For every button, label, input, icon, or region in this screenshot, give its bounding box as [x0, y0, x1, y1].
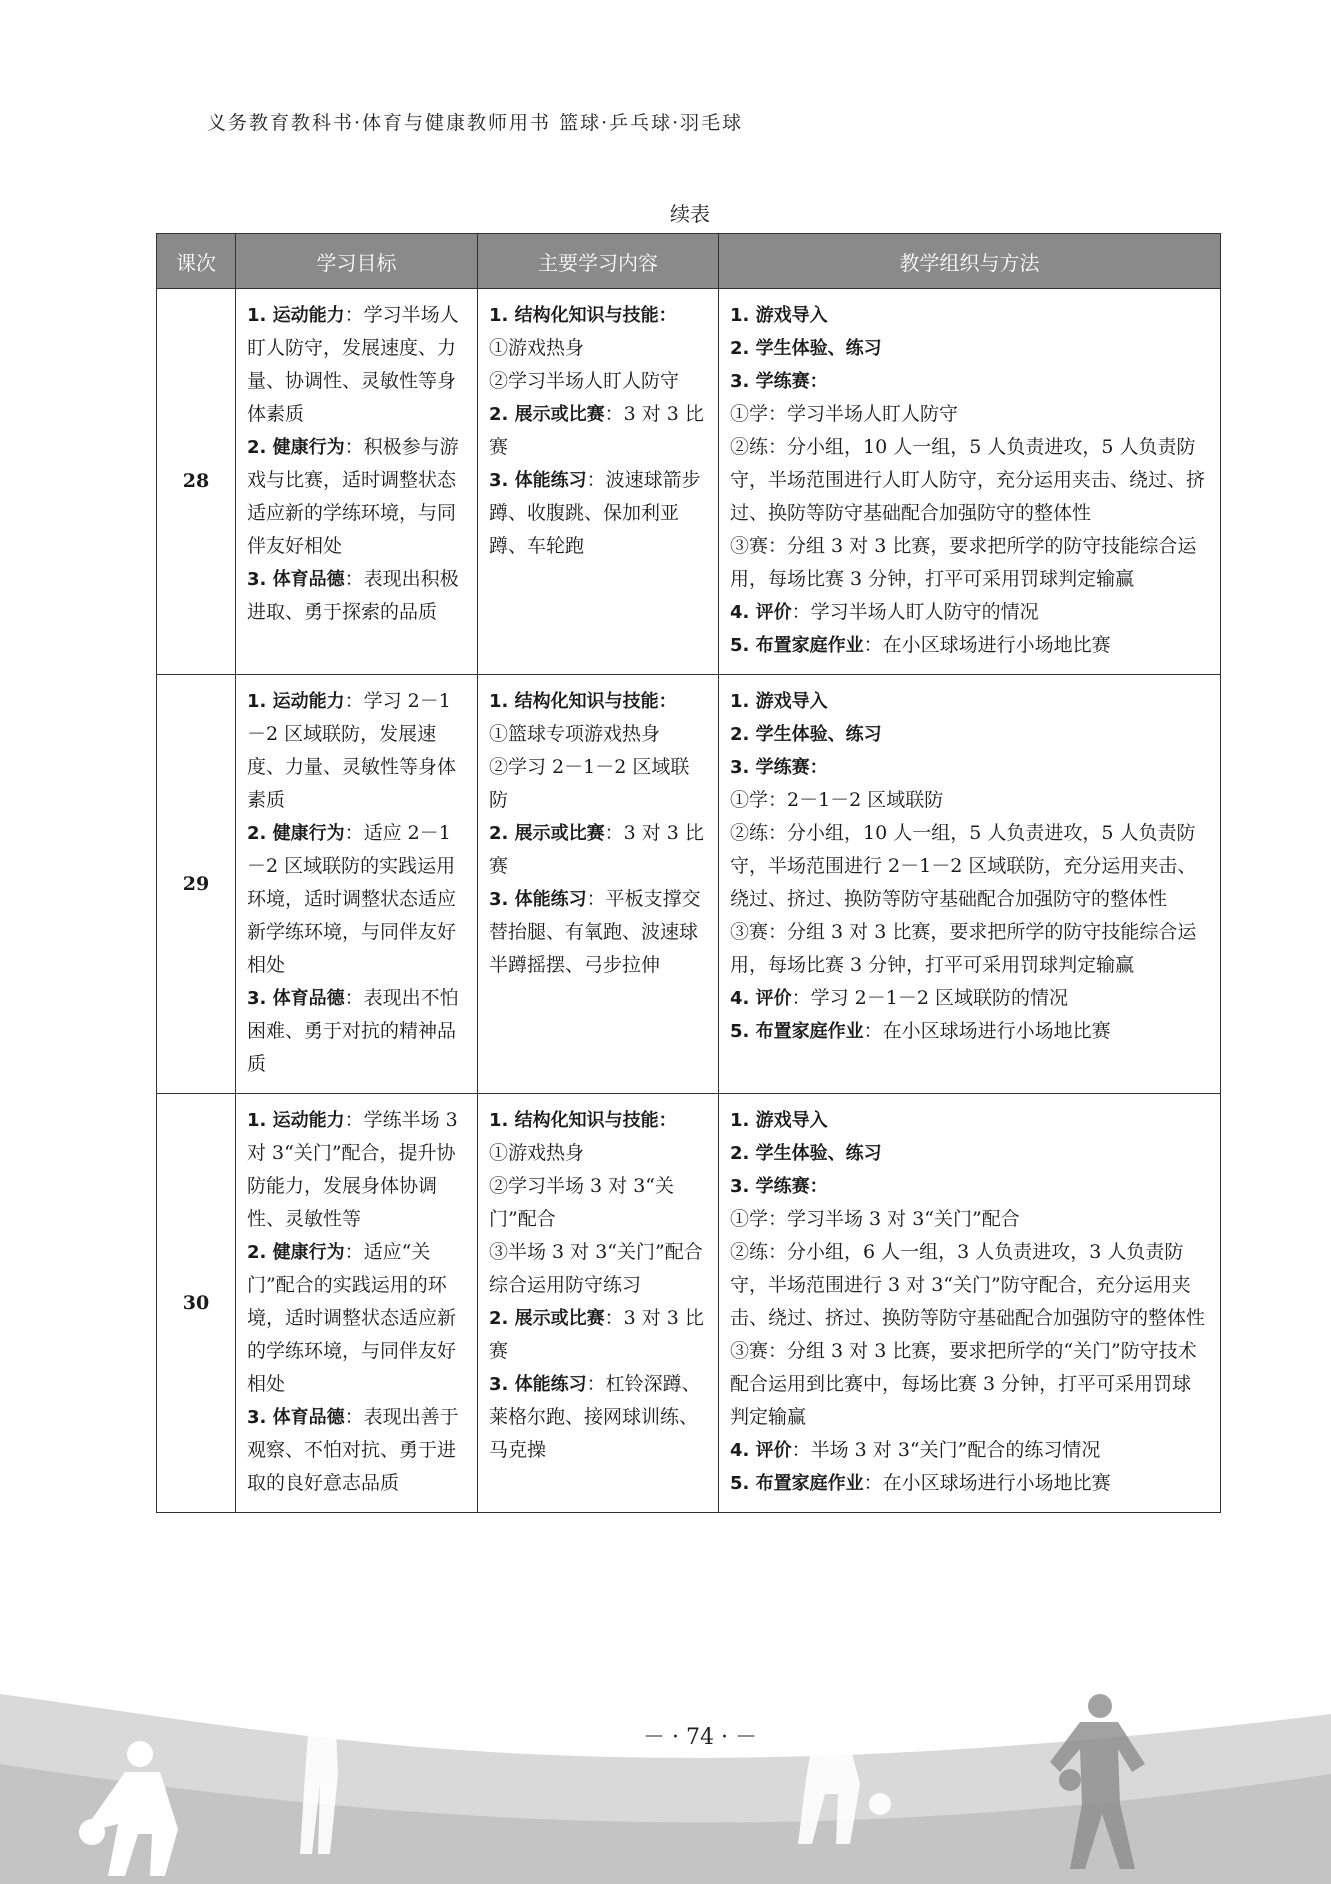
item-heading: 5. 布置家庭作业 [730, 1473, 864, 1494]
column-header-content: 主要学习内容 [478, 234, 719, 289]
learning-goals-cell-item [247, 1401, 466, 1500]
teaching-methods-cell-item [730, 751, 1209, 784]
learning-content-cell-item [489, 1302, 707, 1368]
learning-goals-cell-item [247, 299, 466, 431]
teaching-methods-cell-item [730, 982, 1209, 1015]
item-heading: 3. 学练赛： [730, 1176, 828, 1197]
learning-goals-cell [236, 1094, 478, 1513]
item-heading: 2. 健康行为 [247, 823, 345, 844]
learning-content-cell-item [489, 1170, 707, 1236]
teaching-methods-cell-item [730, 685, 1209, 718]
item-heading: 2. 学生体验、练习 [730, 338, 882, 359]
item-text: ③半场 3 对 3“关门”配合综合运用防守练习 [489, 1241, 703, 1296]
lesson-number: 29 [157, 675, 236, 1094]
item-text: ②学习半场人盯人防守 [489, 370, 680, 392]
teaching-methods-cell-item [730, 332, 1209, 365]
learning-goals-cell-item [247, 817, 466, 982]
item-text: ：表现出积极进取、勇于探索的品质 [247, 568, 459, 623]
teaching-methods-cell-item [730, 1170, 1209, 1203]
item-heading: 2. 展示或比赛 [489, 404, 605, 425]
column-header-lesson: 课次 [157, 234, 236, 289]
learning-content-cell [478, 289, 719, 675]
item-heading: 1. 结构化知识与技能： [489, 691, 677, 712]
item-text: ③赛：分组 3 对 3 比赛，要求把所学的“关门”防守技术配合运用到比赛中，每场比赛 3 分钟，打平可采用罚球判定输赢 [730, 1340, 1197, 1428]
learning-content-cell-item [489, 685, 707, 718]
teaching-methods-cell-item [730, 1137, 1209, 1170]
teaching-methods-cell-item [730, 1015, 1209, 1048]
item-text: ②学习半场 3 对 3“关门”配合 [489, 1175, 675, 1230]
teaching-methods-cell-item [730, 1203, 1209, 1236]
learning-content-cell-item [489, 1368, 707, 1467]
item-heading: 2. 学生体验、练习 [730, 724, 882, 745]
learning-content-cell-item [489, 883, 707, 982]
learning-goals-cell-item [247, 431, 466, 563]
teaching-methods-cell-item [730, 530, 1209, 596]
item-text: ：3 对 3 比赛 [489, 822, 704, 877]
item-text: ：3 对 3 比赛 [489, 1307, 704, 1362]
item-text: ③赛：分组 3 对 3 比赛，要求把所学的防守技能综合运用，每场比赛 3 分钟，打平可采用罚球判定输赢 [730, 535, 1197, 590]
item-heading: 1. 运动能力 [247, 305, 345, 326]
item-text: ①游戏热身 [489, 337, 585, 359]
learning-goals-cell-item [247, 563, 466, 629]
column-header-goals: 学习目标 [236, 234, 478, 289]
footer-decoration [0, 1654, 1331, 1884]
item-text: ：平板支撑交替抬腿、有氧跑、波速球半蹲摇摆、弓步拉伸 [489, 888, 701, 976]
item-text: ：波速球箭步蹲、收腹跳、保加利亚蹲、车轮跑 [489, 469, 701, 557]
teaching-methods-cell-item [730, 299, 1209, 332]
teaching-methods-cell-item [730, 1467, 1209, 1500]
item-text: ①游戏热身 [489, 1142, 585, 1164]
lesson-number: 28 [157, 289, 236, 675]
table-row [157, 289, 1221, 675]
item-heading: 3. 体能练习 [489, 470, 587, 491]
teaching-methods-cell-item [730, 718, 1209, 751]
item-text: ：适应“关门”配合的实践运用的环境，适时调整状态适应新的学练环境，与同伴友好相处 [247, 1241, 457, 1395]
item-text: ：学习 2－1－2 区域联防，发展速度、力量、灵敏性等身体素质 [247, 690, 457, 811]
table-body [157, 289, 1221, 1513]
item-heading: 1. 结构化知识与技能： [489, 1110, 677, 1131]
lesson-number: 30 [157, 1094, 236, 1513]
teaching-methods-cell-item [730, 629, 1209, 662]
item-text: ③赛：分组 3 对 3 比赛，要求把所学的防守技能综合运用，每场比赛 3 分钟，打平可采用罚球判定输赢 [730, 921, 1197, 976]
column-header-methods: 教学组织与方法 [719, 234, 1221, 289]
learning-goals-cell-item [247, 1236, 466, 1401]
learning-content-cell [478, 675, 719, 1094]
item-text: ：积极参与游戏与比赛，适时调整状态适应新的学练环境，与同伴友好相处 [247, 436, 459, 557]
table-row [157, 1094, 1221, 1513]
teaching-methods-cell-item [730, 784, 1209, 817]
item-heading: 4. 评价 [730, 602, 792, 623]
item-heading: 2. 展示或比赛 [489, 823, 605, 844]
item-heading: 4. 评价 [730, 988, 792, 1009]
item-heading: 1. 结构化知识与技能： [489, 305, 677, 326]
item-text: ①篮球专项游戏热身 [489, 723, 661, 745]
item-heading: 5. 布置家庭作业 [730, 1021, 864, 1042]
teaching-methods-cell-item [730, 431, 1209, 530]
item-text: ：学练半场 3 对 3“关门”配合，提升协防能力，发展身体协调性、灵敏性等 [247, 1109, 458, 1230]
learning-content-cell-item [489, 398, 707, 464]
teaching-methods-cell-item [730, 1104, 1209, 1137]
learning-goals-cell-item [247, 685, 466, 817]
learning-goals-cell-item [247, 1104, 466, 1236]
lesson-table [156, 233, 1221, 1513]
item-text: ：3 对 3 比赛 [489, 403, 704, 458]
table-row [157, 675, 1221, 1094]
item-heading: 2. 展示或比赛 [489, 1308, 605, 1329]
learning-content-cell-item [489, 1104, 707, 1137]
item-text: ②练：分小组，10 人一组，5 人负责进攻，5 人负责防守，半场范围进行 2－1－2 区域联防，充分运用夹击、绕过、挤过、换防等防守基础配合加强防守的整体性 [730, 822, 1197, 910]
learning-content-cell-item [489, 817, 707, 883]
item-text: ：表现出善于观察、不怕对抗、勇于进取的良好意志品质 [247, 1406, 459, 1494]
item-heading: 1. 游戏导入 [730, 1110, 828, 1131]
item-text: ②练：分小组，6 人一组，3 人负责进攻，3 人负责防守，半场范围进行 3 对 3“关门”防守配合，充分运用夹击、绕过、挤过、换防等防守基础配合加强防守的整体性 [730, 1241, 1206, 1329]
learning-content-cell [478, 1094, 719, 1513]
item-heading: 3. 体育品德 [247, 569, 345, 590]
learning-content-cell-item [489, 299, 707, 332]
item-text: ：适应 2－1－2 区域联防的实践运用环境，适时调整状态适应新学练环境，与同伴友好相处 [247, 822, 457, 976]
item-heading: 5. 布置家庭作业 [730, 635, 864, 656]
teaching-methods-cell-item [730, 1335, 1209, 1434]
item-text: ②学习 2－1－2 区域联防 [489, 756, 690, 811]
learning-content-cell-item [489, 332, 707, 365]
item-text: ②练：分小组，10 人一组，5 人负责进攻，5 人负责防守，半场范围进行人盯人防守，充分运用夹击、绕过、挤过、换防等防守基础配合加强防守的整体性 [730, 436, 1206, 524]
teaching-methods-cell-item [730, 817, 1209, 916]
item-text: ：在小区球场进行小场地比赛 [863, 1472, 1111, 1494]
item-text: ：学习 2－1－2 区域联防的情况 [791, 987, 1068, 1009]
item-text: ：在小区球场进行小场地比赛 [863, 1020, 1111, 1042]
running-head: 义务教育教科书·体育与健康教师用书 篮球·乒乓球·羽毛球 [207, 112, 744, 134]
item-heading: 3. 体能练习 [489, 889, 587, 910]
item-text: ：半场 3 对 3“关门”配合的练习情况 [791, 1439, 1101, 1461]
item-heading: 1. 游戏导入 [730, 305, 828, 326]
item-heading: 4. 评价 [730, 1440, 792, 1461]
teaching-methods-cell [719, 675, 1221, 1094]
learning-content-cell-item [489, 365, 707, 398]
learning-goals-cell-item [247, 982, 466, 1081]
teaching-methods-cell [719, 289, 1221, 675]
item-heading: 1. 游戏导入 [730, 691, 828, 712]
item-text: ：表现出不怕困难、勇于对抗的精神品质 [247, 987, 459, 1075]
item-heading: 3. 学练赛： [730, 757, 828, 778]
item-heading: 2. 学生体验、练习 [730, 1143, 882, 1164]
item-text: ：杠铃深蹲、莱格尔跑、接网球训练、马克操 [489, 1373, 701, 1461]
learning-content-cell-item [489, 718, 707, 751]
learning-content-cell-item [489, 464, 707, 563]
page-number: － · 74 · － [643, 1725, 757, 1750]
learning-content-cell-item [489, 1236, 707, 1302]
item-text: ①学：学习半场 3 对 3“关门”配合 [730, 1208, 1020, 1230]
item-heading: 3. 学练赛： [730, 371, 828, 392]
learning-content-cell-item [489, 751, 707, 817]
item-text: ①学：学习半场人盯人防守 [730, 403, 959, 425]
item-heading: 3. 体育品德 [247, 988, 345, 1009]
teaching-methods-cell-item [730, 1434, 1209, 1467]
teaching-methods-cell-item [730, 596, 1209, 629]
learning-content-cell-item [489, 1137, 707, 1170]
teaching-methods-cell-item [730, 1236, 1209, 1335]
teaching-methods-cell-item [730, 398, 1209, 431]
table-header-row [157, 234, 1221, 289]
teaching-methods-cell [719, 1094, 1221, 1513]
item-heading: 2. 健康行为 [247, 437, 345, 458]
learning-goals-cell [236, 675, 478, 1094]
item-text: ：学习半场人盯人防守的情况 [791, 601, 1039, 623]
item-text: ：学习半场人盯人防守，发展速度、力量、协调性、灵敏性等身体素质 [247, 304, 459, 425]
item-heading: 1. 运动能力 [247, 1110, 345, 1131]
item-text: ：在小区球场进行小场地比赛 [863, 634, 1111, 656]
item-heading: 2. 健康行为 [247, 1242, 345, 1263]
item-heading: 1. 运动能力 [247, 691, 345, 712]
table-caption: 续表 [670, 202, 710, 226]
item-text: ①学：2－1－2 区域联防 [730, 789, 944, 811]
learning-goals-cell [236, 289, 478, 675]
item-heading: 3. 体能练习 [489, 1374, 587, 1395]
teaching-methods-cell-item [730, 916, 1209, 982]
teaching-methods-cell-item [730, 365, 1209, 398]
item-heading: 3. 体育品德 [247, 1407, 345, 1428]
